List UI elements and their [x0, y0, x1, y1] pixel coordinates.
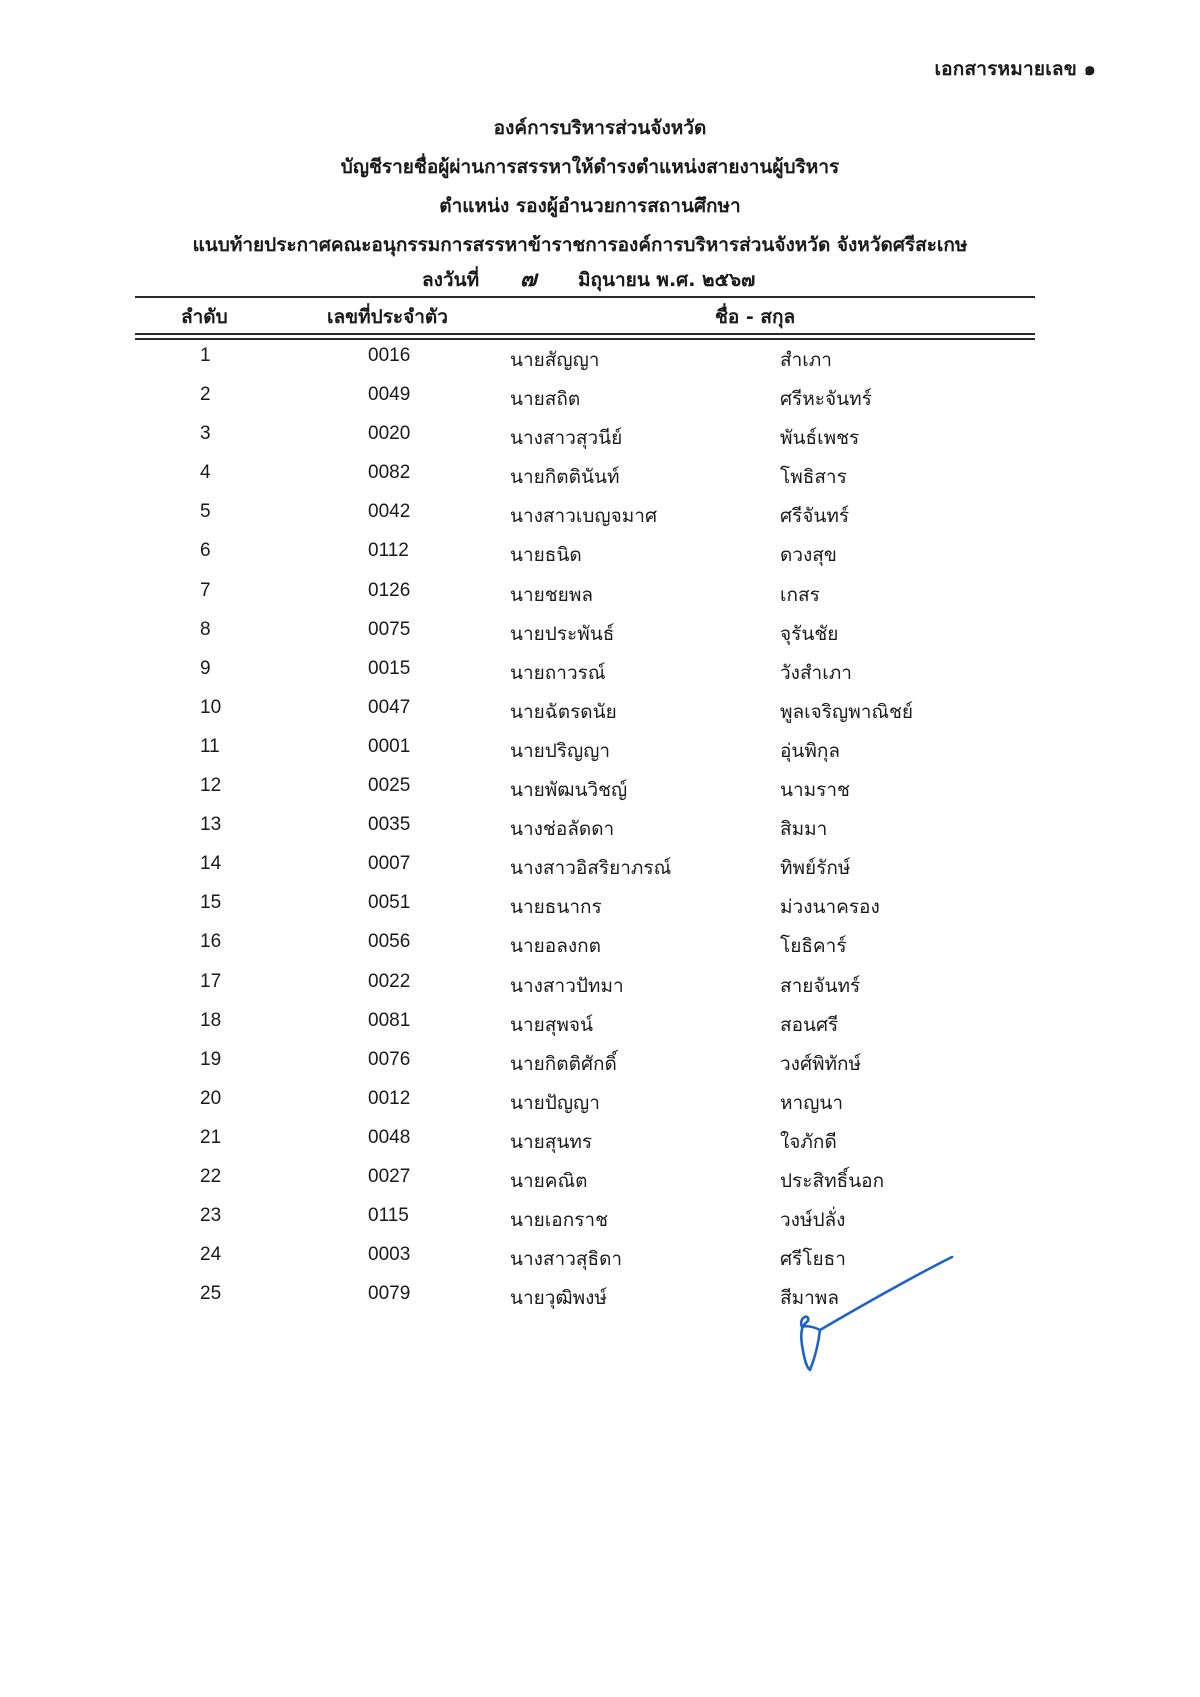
- table-header: [0, 302, 1200, 332]
- cell-last-name: สิมมา: [780, 819, 828, 841]
- cell-order: 21: [200, 1126, 222, 1148]
- cell-order: 9: [200, 657, 211, 679]
- cell-first-name: นายวุฒิพงษ์: [510, 1288, 607, 1310]
- table-row: [0, 457, 1200, 496]
- announcement-reference: แนบท้ายประกาศคณะอนุกรรมการสรรหาข้าราชการองค์การบริหารส่วนจังหวัด จังหวัดศรีสะเกษ: [192, 234, 968, 256]
- cell-id: 0047: [368, 696, 411, 718]
- cell-last-name: พูลเจริญพาณิชย์: [780, 701, 914, 723]
- cell-last-name: อุ่นพิกุล: [780, 740, 841, 762]
- cell-last-name: ศรีจันทร์: [780, 506, 850, 528]
- table-row: [0, 692, 1200, 731]
- cell-last-name: โยธิคาร์: [780, 936, 847, 958]
- cell-first-name: นางสาวสุวนีย์: [510, 428, 623, 450]
- cell-last-name: วังสำเภา: [780, 662, 852, 684]
- cell-id: 0115: [368, 1205, 409, 1227]
- cell-first-name: นายฉัตรดนัย: [510, 701, 617, 723]
- cell-last-name: นามราช: [780, 780, 850, 802]
- cell-first-name: นายถาวรณ์: [510, 662, 606, 684]
- cell-first-name: นายกิตติศักดิ์: [510, 1053, 617, 1075]
- cell-last-name: สำเภา: [780, 350, 832, 371]
- cell-id: 0020: [368, 423, 411, 445]
- cell-last-name: ประสิทธิ์นอก: [780, 1170, 885, 1192]
- cell-last-name: เกสร: [780, 584, 820, 606]
- cell-first-name: นายธนิด: [510, 545, 582, 567]
- cell-last-name: ศรีหะจันทร์: [780, 389, 872, 411]
- cell-order: 3: [200, 423, 211, 445]
- cell-id: 0075: [368, 618, 411, 640]
- cell-order: 17: [200, 970, 222, 992]
- cell-first-name: นางสาวเบญจมาศ: [510, 506, 657, 528]
- document-number: เอกสารหมายเลข ๑: [934, 58, 1096, 80]
- table-row: [0, 535, 1200, 574]
- cell-first-name: นายสัญญา: [510, 350, 600, 371]
- cell-last-name: ดวงสุข: [780, 545, 837, 567]
- cell-order: 14: [200, 853, 222, 875]
- cell-id: 0079: [368, 1283, 411, 1305]
- table-row: [0, 340, 1200, 379]
- table-row: [0, 1161, 1200, 1200]
- cell-first-name: นางสาวสุธิดา: [510, 1249, 623, 1271]
- cell-order: 12: [200, 775, 222, 797]
- table-row: [0, 809, 1200, 848]
- cell-first-name: นายอลงกต: [510, 936, 601, 958]
- cell-id: 0012: [368, 1087, 411, 1109]
- table-row: [0, 614, 1200, 653]
- cell-first-name: นายคณิต: [510, 1170, 588, 1192]
- cell-last-name: ใจภักดี: [780, 1131, 837, 1153]
- cell-first-name: นางสาวปัทมา: [510, 975, 624, 997]
- date-month-year: มิถุนายน พ.ศ. ๒๕๖๗: [578, 269, 756, 291]
- cell-order: 19: [200, 1048, 222, 1070]
- cell-last-name: พันธ์เพชร: [780, 428, 860, 450]
- cell-first-name: นายชยพล: [510, 584, 593, 606]
- cell-id: 0112: [368, 540, 409, 562]
- cell-order: 24: [200, 1244, 222, 1266]
- cell-last-name: ม่วงนาครอง: [780, 897, 880, 919]
- cell-first-name: นายกิตตินันท์: [510, 467, 620, 489]
- cell-first-name: นายธนากร: [510, 897, 602, 919]
- cell-order: 16: [200, 931, 222, 953]
- table-row: [0, 926, 1200, 965]
- cell-order: 15: [200, 892, 222, 914]
- cell-last-name: จุรันชัย: [780, 623, 839, 645]
- table-row: [0, 1044, 1200, 1083]
- cell-first-name: นางช่อลัดดา: [510, 819, 615, 841]
- cell-id: 0126: [368, 579, 411, 601]
- cell-order: 5: [200, 501, 211, 523]
- cell-id: 0025: [368, 775, 411, 797]
- table-row: [0, 731, 1200, 770]
- cell-id: 0003: [368, 1244, 411, 1266]
- cell-id: 0001: [368, 735, 411, 757]
- cell-id: 0049: [368, 384, 411, 406]
- cell-id: 0015: [368, 657, 411, 679]
- cell-order: 25: [200, 1283, 222, 1305]
- cell-order: 2: [200, 384, 211, 406]
- column-header-id: เลขที่ประจำตัว: [327, 306, 448, 328]
- position-title: ตำแหน่ง รองผู้อำนวยการสถานศึกษา: [439, 195, 741, 217]
- cell-id: 0027: [368, 1165, 411, 1187]
- table-row: [0, 418, 1200, 457]
- cell-first-name: นายสถิต: [510, 389, 581, 411]
- cell-order: 20: [200, 1087, 222, 1109]
- cell-first-name: นายสุนทร: [510, 1131, 593, 1153]
- cell-id: 0016: [368, 345, 411, 366]
- list-title: บัญชีรายชื่อผู้ผ่านการสรรหาให้ดำรงตำแหน่งสายงานผู้บริหาร: [340, 156, 840, 178]
- cell-order: 4: [200, 462, 211, 484]
- cell-order: 22: [200, 1165, 222, 1187]
- cell-id: 0042: [368, 501, 411, 523]
- table-top-rule: [135, 296, 1035, 298]
- cell-last-name: ทิพย์รักษ์: [780, 858, 851, 880]
- column-header-order: ลำดับ: [181, 306, 228, 328]
- table-row: [0, 887, 1200, 926]
- cell-id: 0081: [368, 1009, 411, 1031]
- cell-last-name: ศรีโยธา: [780, 1249, 846, 1271]
- cell-id: 0082: [368, 462, 411, 484]
- table-row: [0, 966, 1200, 1005]
- cell-last-name: โพธิสาร: [780, 467, 847, 489]
- table-row: [0, 1239, 1200, 1278]
- cell-last-name: สายจันทร์: [780, 975, 861, 997]
- cell-last-name: วงษ์ปลั่ง: [780, 1210, 846, 1232]
- table-row: [0, 496, 1200, 535]
- signature-stroke: [801, 1257, 952, 1370]
- cell-order: 6: [200, 540, 211, 562]
- cell-last-name: สอนศรี: [780, 1014, 839, 1036]
- cell-id: 0056: [368, 931, 411, 953]
- cell-order: 11: [200, 735, 220, 757]
- table-row: [0, 1278, 1200, 1317]
- cell-order: 13: [200, 814, 222, 836]
- cell-id: 0076: [368, 1048, 411, 1070]
- cell-last-name: วงศ์พิทักษ์: [780, 1053, 862, 1075]
- cell-id: 0051: [368, 892, 411, 914]
- table-row: [0, 1005, 1200, 1044]
- date-day-handwritten: ๗: [520, 266, 537, 292]
- table-row: [0, 1083, 1200, 1122]
- column-header-name: ชื่อ - สกุล: [715, 306, 796, 328]
- cell-id: 0022: [368, 970, 411, 992]
- table-row: [0, 653, 1200, 692]
- cell-id: 0035: [368, 814, 411, 836]
- date-prefix: ลงวันที่: [422, 269, 480, 291]
- organization-title: องค์การบริหารส่วนจังหวัด: [493, 117, 707, 139]
- table-row: [0, 379, 1200, 418]
- cell-first-name: นายประพันธ์: [510, 623, 615, 645]
- cell-order: 7: [200, 579, 211, 601]
- table-row: [0, 1122, 1200, 1161]
- cell-id: 0007: [368, 853, 411, 875]
- cell-order: 10: [200, 696, 222, 718]
- table-row: [0, 770, 1200, 809]
- table-body: [0, 340, 1200, 1317]
- cell-id: 0048: [368, 1126, 411, 1148]
- handwritten-signature-icon: [780, 1255, 960, 1395]
- table-row: [0, 848, 1200, 887]
- cell-first-name: นายปริญญา: [510, 740, 611, 762]
- cell-first-name: นางสาวอิสริยาภรณ์: [510, 858, 672, 880]
- table-row: [0, 1200, 1200, 1239]
- cell-last-name: สีมาพล: [780, 1288, 839, 1310]
- cell-order: 8: [200, 618, 211, 640]
- cell-last-name: หาญนา: [780, 1092, 844, 1114]
- table-header-rule-1: [135, 333, 1035, 335]
- cell-order: 1: [200, 345, 211, 366]
- cell-first-name: นายเอกราช: [510, 1210, 608, 1232]
- cell-order: 23: [200, 1205, 222, 1227]
- cell-first-name: นายปัญญา: [510, 1092, 600, 1114]
- cell-first-name: นายพัฒนวิชญ์: [510, 780, 628, 802]
- cell-order: 18: [200, 1009, 222, 1031]
- table-row: [0, 575, 1200, 614]
- cell-first-name: นายสุพจน์: [510, 1014, 594, 1036]
